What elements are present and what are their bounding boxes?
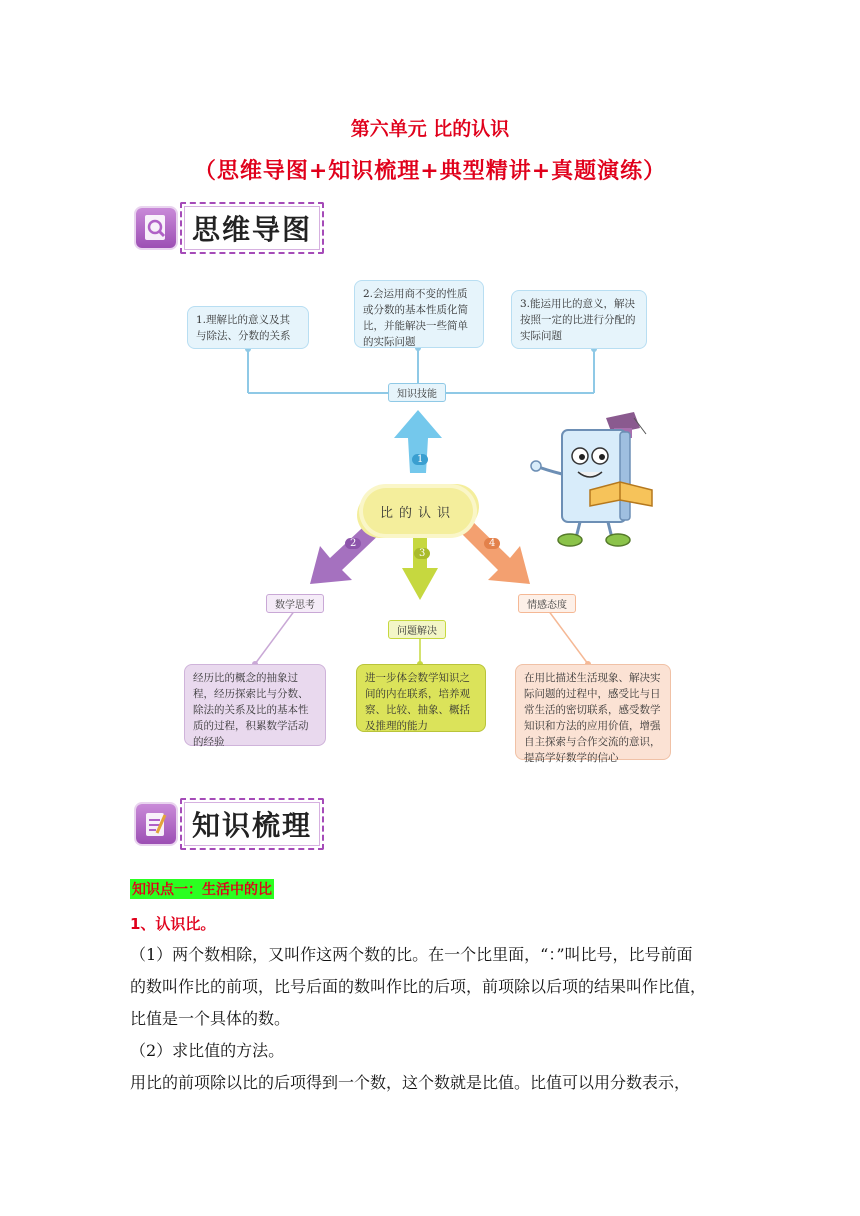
arrow-number-1: 1 (412, 454, 428, 465)
paragraph-2: （2）求比值的方法。 (130, 1041, 285, 1060)
branch-label-problem-solving: 问题解决 (388, 620, 446, 639)
center-topic: 比的认识 (363, 488, 473, 534)
paragraph-3: 用比的前项除以比的后项得到一个数，这个数就是比值。比值可以用分数表示， (130, 1073, 691, 1092)
magnifier-icon (136, 208, 176, 248)
arrow-number-3: 3 (414, 548, 430, 559)
skill-node-3: 3.能运用比的意义，解决按照一定的比进行分配的实际问题 (511, 290, 647, 349)
page-subtitle: （思维导图+知识梳理+典型精讲+真题演练） (193, 158, 667, 184)
knowledge-point-heading: 知识点一：生活中的比 (130, 879, 274, 899)
page-title: 第六单元 比的认识 (350, 118, 510, 140)
notepad-icon (136, 804, 176, 844)
mindmap-banner (136, 202, 324, 254)
arrow-number-4: 4 (484, 538, 500, 549)
branch-label-attitude: 情感态度 (518, 594, 576, 613)
paragraph-1-line-2: 的数叫作比的前项，比号后面的数叫作比的后项，前项除以后项的结果叫作比值， (130, 977, 707, 996)
branch-box-math-thinking: 经历比的概念的抽象过程，经历探索比与分数、除法的关系及比的基本性质的过程，积累数学活动的经验 (184, 664, 326, 746)
knowledge-banner (136, 798, 324, 850)
arrow-number-2: 2 (345, 538, 361, 549)
paragraph-1-line-3: 比值是一个具体的数。 (130, 1009, 291, 1028)
mindmap-banner-label: 思维导图 (180, 202, 324, 254)
branch-box-attitude: 在用比描述生活现象、解决实际问题的过程中，感受比与日常生活的密切联系，感受数学知识和方法的应用价值，增强自主探索与合作交流的意识，提高学好数学的信心 (515, 664, 671, 760)
skill-node-2: 2.会运用商不变的性质或分数的基本性质化简比，并能解决一些简单的实际问题 (354, 280, 484, 348)
knowledge-banner-label: 知识梳理 (180, 798, 324, 850)
paragraph-1-line-1: （1）两个数相除，又叫作这两个数的比。在一个比里面，“：”叫比号，比号前面 (130, 945, 693, 964)
skill-node-1: 1.理解比的意义及其与除法、分数的关系 (187, 306, 309, 349)
subsection-heading: 1、认识比。 (130, 915, 216, 933)
branch-label-math-thinking: 数学思考 (266, 594, 324, 613)
hub-label: 知识技能 (388, 383, 446, 402)
book-mascot-illustration (528, 408, 660, 550)
branch-box-problem-solving: 进一步体会数学知识之间的内在联系，培养观察、比较、抽象、概括及推理的能力 (356, 664, 486, 732)
